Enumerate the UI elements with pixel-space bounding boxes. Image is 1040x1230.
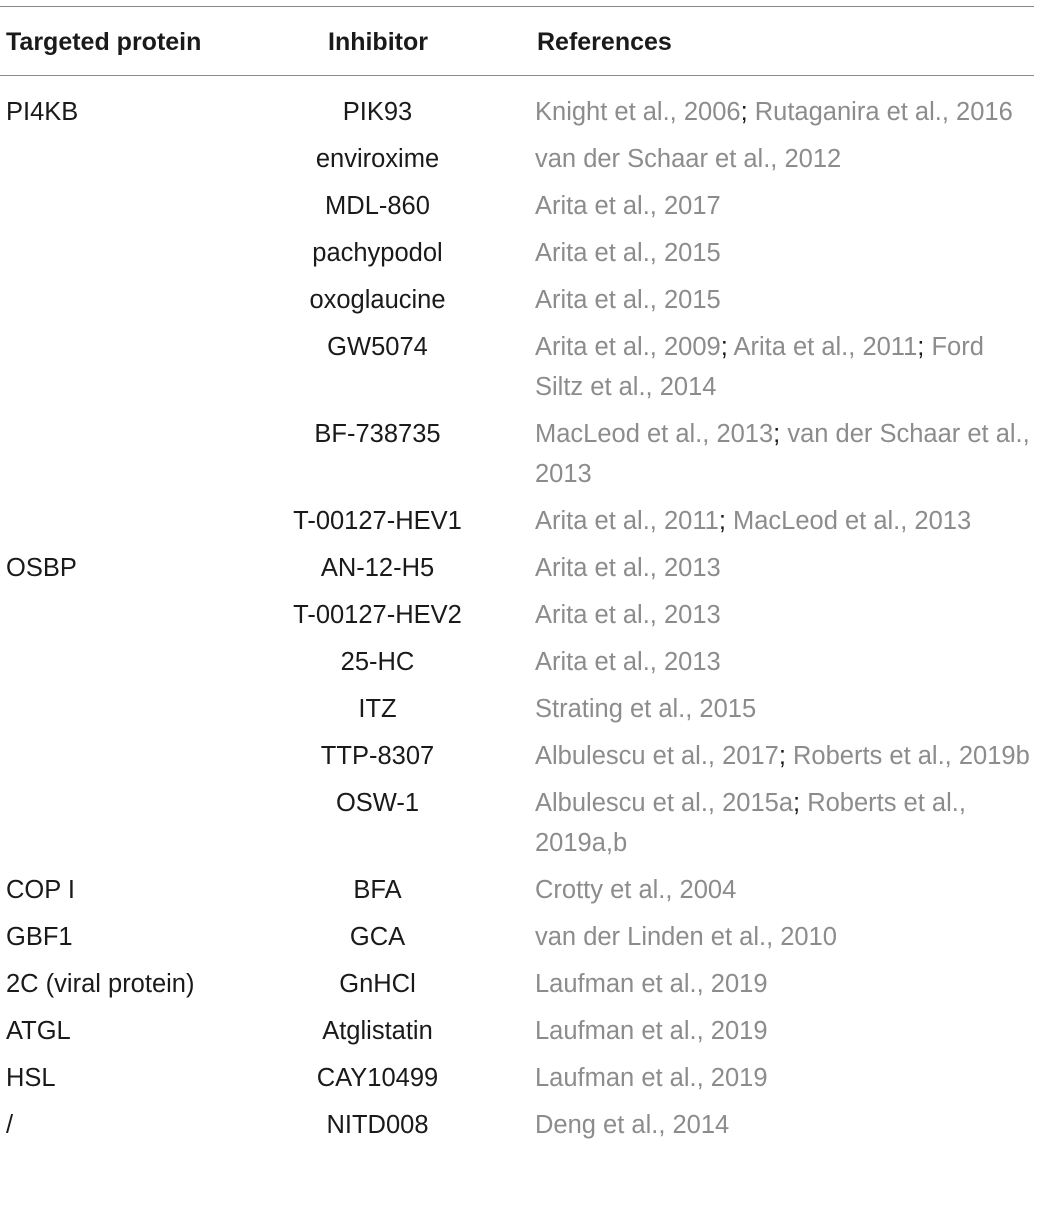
- cell-references: [535, 642, 1035, 682]
- table-row: [0, 186, 1040, 233]
- reference-link[interactable]: van der Linden et al., 2010: [535, 923, 837, 951]
- cell-inhibitor: GW5074: [327, 333, 428, 361]
- cell-targeted-protein: COP I: [6, 876, 75, 904]
- reference-link[interactable]: Ford Siltz et al., 2014: [535, 333, 984, 401]
- table-row: [0, 595, 1040, 642]
- cell-inhibitor: OSW-1: [335, 789, 420, 817]
- cell-targeted-protein: OSBP: [6, 554, 77, 582]
- reference-link[interactable]: Arita et al., 2015: [535, 286, 721, 314]
- cell-inhibitor: NITD008: [326, 1111, 429, 1139]
- table-row: [0, 1011, 1040, 1058]
- cell-references: [535, 280, 1035, 320]
- table-row: [0, 689, 1040, 736]
- cell-targeted-protein: GBF1: [6, 923, 73, 951]
- cell-inhibitor: enviroxime: [315, 145, 440, 173]
- cell-inhibitor: PIK93: [342, 98, 413, 126]
- table-row: [0, 1058, 1040, 1105]
- cell-references: [535, 964, 1035, 1004]
- reference-link[interactable]: MacLeod et al., 2013: [535, 420, 774, 448]
- reference-link[interactable]: Rutaganira et al., 2016: [754, 98, 1013, 126]
- reference-link[interactable]: MacLeod et al., 2013: [732, 507, 972, 535]
- reference-separator: ;: [740, 98, 755, 126]
- cell-references: [535, 233, 1035, 273]
- reference-separator: ;: [773, 420, 788, 448]
- cell-inhibitor: T-00127-HEV1: [293, 507, 462, 535]
- cell-inhibitor: T-00127-HEV2: [293, 601, 462, 629]
- reference-link[interactable]: Laufman et al., 2019: [535, 1017, 768, 1045]
- cell-references: [535, 783, 1035, 863]
- cell-references: [535, 689, 1035, 729]
- reference-link[interactable]: Arita et al., 2013: [535, 601, 721, 629]
- header-references: References: [537, 28, 672, 56]
- cell-inhibitor: BFA: [353, 876, 402, 904]
- header-targeted-protein: Targeted protein: [6, 28, 202, 56]
- reference-link[interactable]: Albulescu et al., 2017: [535, 742, 779, 770]
- reference-link[interactable]: van der Schaar et al., 2013: [535, 420, 1030, 488]
- table-row: [0, 964, 1040, 1011]
- table-body: [0, 92, 1040, 1152]
- table-row: [0, 1105, 1040, 1152]
- table-row: [0, 548, 1040, 595]
- table-row: [0, 92, 1040, 139]
- cell-inhibitor: ITZ: [358, 695, 397, 723]
- cell-inhibitor: AN-12-H5: [320, 554, 435, 582]
- reference-separator: ;: [778, 742, 794, 770]
- table-row: [0, 917, 1040, 964]
- cell-references: [535, 736, 1035, 776]
- table-row: [0, 233, 1040, 280]
- reference-link[interactable]: Albulescu et al., 2015a: [535, 789, 794, 817]
- reference-link[interactable]: Knight et al., 2006: [535, 98, 741, 126]
- cell-references: [535, 501, 1035, 541]
- cell-references: [535, 870, 1035, 910]
- cell-inhibitor: 25-HC: [340, 648, 415, 676]
- cell-inhibitor: CAY10499: [316, 1064, 439, 1092]
- table-header-rule: [0, 75, 1034, 76]
- table-row: [0, 501, 1040, 548]
- table-row: [0, 736, 1040, 783]
- reference-link[interactable]: Roberts et al., 2019b: [793, 742, 1030, 770]
- table-row: [0, 280, 1040, 327]
- cell-references: [535, 414, 1035, 494]
- reference-link[interactable]: Arita et al., 2011: [535, 507, 719, 535]
- header-inhibitor: Inhibitor: [328, 28, 428, 56]
- table-header: [0, 22, 1040, 62]
- cell-references: [535, 1058, 1035, 1098]
- reference-separator: ;: [793, 789, 808, 817]
- cell-inhibitor: BF-738735: [314, 420, 441, 448]
- table-row: [0, 642, 1040, 689]
- reference-link[interactable]: van der Schaar et al., 2012: [535, 145, 842, 173]
- cell-inhibitor: GCA: [349, 923, 406, 951]
- cell-targeted-protein: /: [6, 1111, 14, 1139]
- reference-link[interactable]: Roberts et al., 2019a,b: [535, 789, 966, 857]
- table-row: [0, 139, 1040, 186]
- reference-link[interactable]: Arita et al., 2017: [535, 192, 721, 220]
- reference-link[interactable]: Strating et al., 2015: [535, 695, 757, 723]
- reference-link[interactable]: Arita et al., 2009: [535, 333, 721, 361]
- cell-references: [535, 92, 1035, 132]
- table-top-rule: [0, 6, 1034, 7]
- cell-targeted-protein: PI4KB: [6, 98, 79, 126]
- reference-separator: ;: [718, 507, 733, 535]
- cell-references: [535, 1105, 1035, 1145]
- cell-references: [535, 1011, 1035, 1051]
- reference-separator: ;: [720, 333, 734, 361]
- cell-references: [535, 595, 1035, 635]
- cell-inhibitor: Atglistatin: [322, 1017, 433, 1045]
- cell-targeted-protein: HSL: [6, 1064, 56, 1092]
- cell-references: [535, 327, 1035, 407]
- cell-references: [535, 186, 1035, 226]
- cell-inhibitor: MDL-860: [325, 192, 430, 220]
- cell-targeted-protein: 2C (viral protein): [6, 970, 195, 998]
- reference-link[interactable]: Arita et al., 2013: [535, 554, 721, 582]
- cell-references: [535, 917, 1035, 957]
- reference-link[interactable]: Laufman et al., 2019: [535, 1064, 768, 1092]
- cell-inhibitor: oxoglaucine: [309, 286, 446, 314]
- reference-link[interactable]: Crotty et al., 2004: [535, 876, 737, 904]
- cell-inhibitor: TTP-8307: [320, 742, 435, 770]
- table-row: [0, 783, 1040, 870]
- reference-link[interactable]: Arita et al., 2011: [733, 333, 918, 361]
- cell-references: [535, 548, 1035, 588]
- cell-targeted-protein: ATGL: [6, 1017, 71, 1045]
- table-row: [0, 327, 1040, 414]
- reference-link[interactable]: Deng et al., 2014: [535, 1111, 730, 1139]
- reference-separator: ;: [917, 333, 932, 361]
- reference-link[interactable]: Arita et al., 2015: [535, 239, 721, 267]
- reference-link[interactable]: Arita et al., 2013: [535, 648, 721, 676]
- table-row: [0, 414, 1040, 501]
- cell-inhibitor: pachypodol: [312, 239, 443, 267]
- cell-inhibitor: GnHCl: [339, 970, 416, 998]
- reference-link[interactable]: Laufman et al., 2019: [535, 970, 768, 998]
- table-row: [0, 870, 1040, 917]
- cell-references: [535, 139, 1035, 179]
